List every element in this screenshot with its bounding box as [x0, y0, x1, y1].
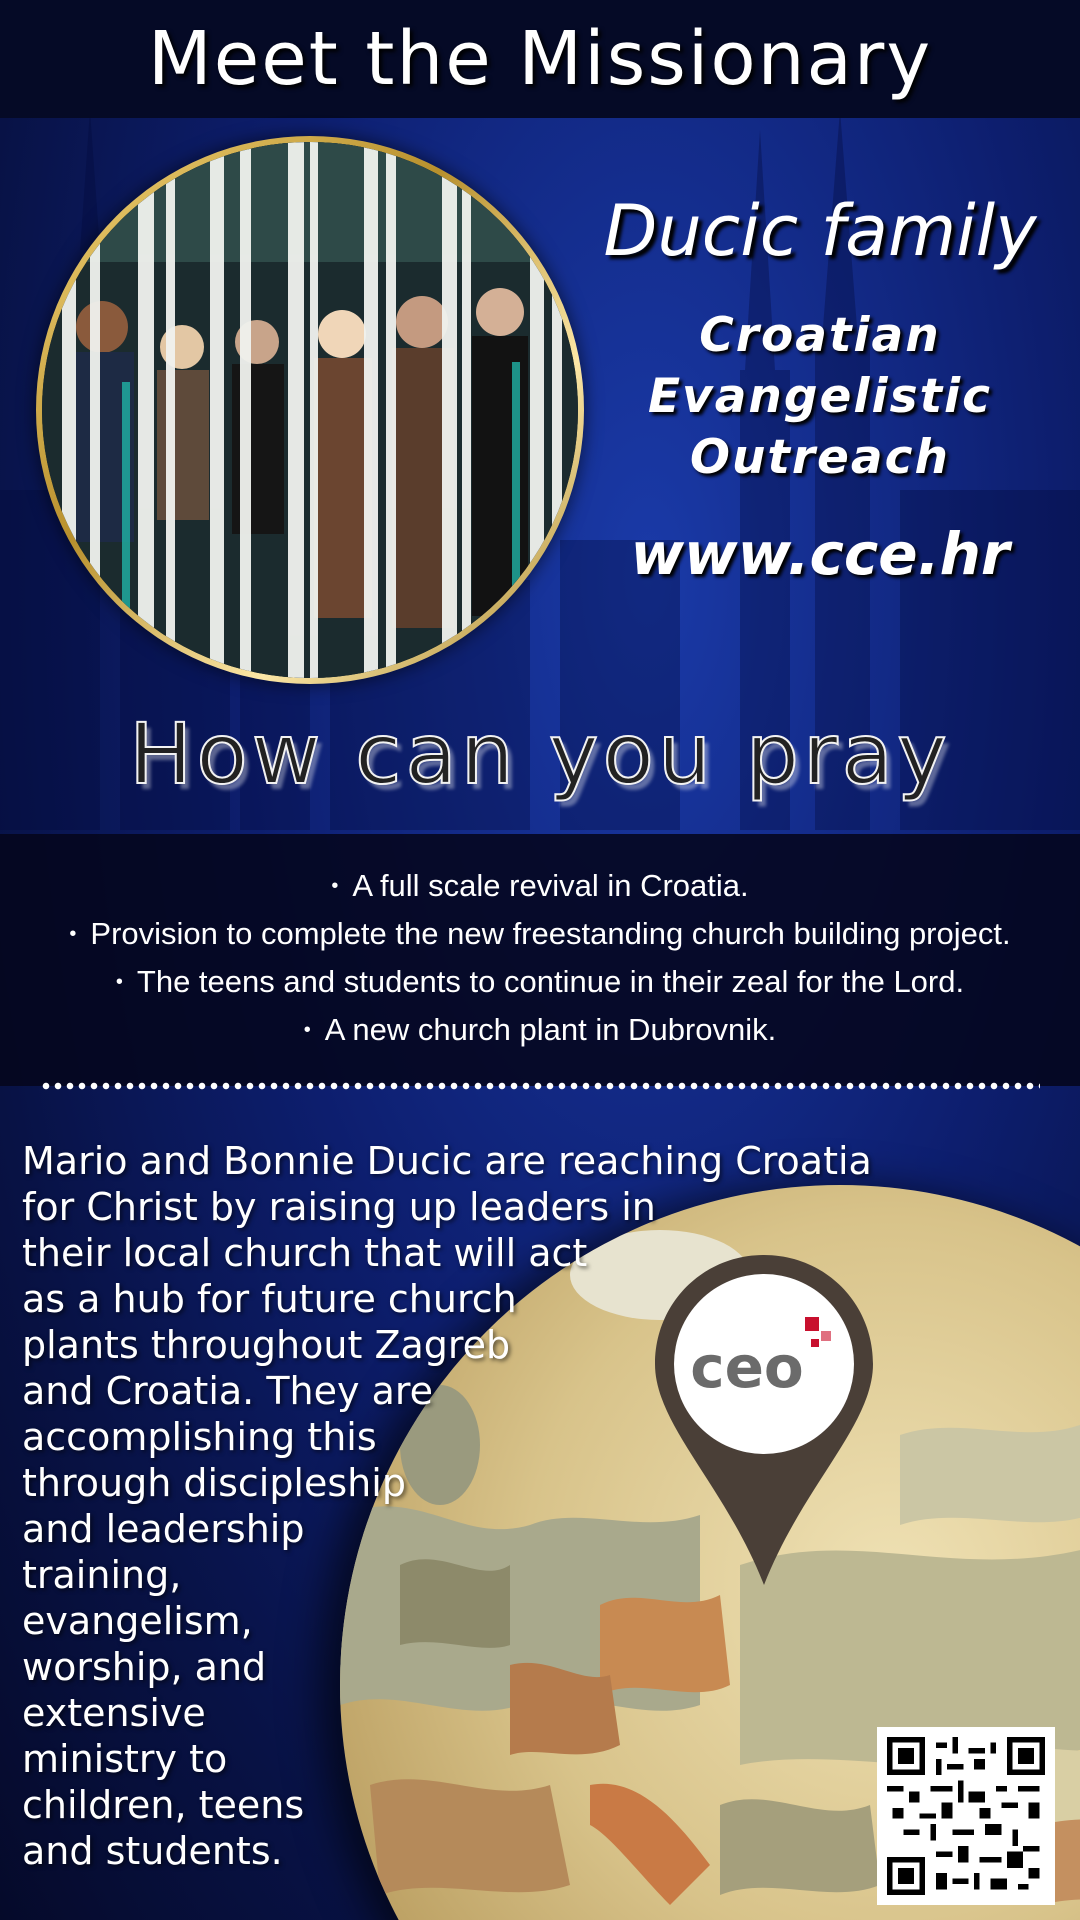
description-line: ministry to: [22, 1737, 228, 1781]
family-photo: [42, 142, 578, 678]
logo-square-icon: [811, 1339, 819, 1347]
description-line: evangelism,: [22, 1599, 253, 1643]
description-line: extensive: [22, 1691, 206, 1735]
family-photo-frame: [36, 136, 584, 684]
description-line: plants throughout Zagreb: [22, 1323, 511, 1367]
website-link[interactable]: www.cce.hr: [630, 520, 1010, 588]
family-photo-illustration: [42, 142, 578, 678]
family-name: Ducic family: [603, 190, 1037, 272]
page-title: Meet the Missionary: [147, 16, 933, 102]
prayer-list: [0, 834, 1080, 1054]
organization-line: Croatian: [699, 308, 941, 363]
description-line: and Croatia. They are: [22, 1369, 434, 1413]
prayer-item: • Provision to complete the new freestanding church building project.: [0, 910, 1080, 958]
prayer-item: • A full scale revival in Croatia.: [0, 862, 1080, 910]
description-line: and leadership: [22, 1507, 305, 1551]
description-line: as a hub for future church: [22, 1277, 517, 1321]
organization-line: Outreach: [690, 430, 950, 485]
description-line: through discipleship: [22, 1461, 406, 1505]
dotted-divider: [40, 1082, 1040, 1090]
qr-code-pattern: [887, 1737, 1045, 1895]
organization-name: [610, 305, 1030, 488]
description-line: worship, and: [22, 1645, 267, 1689]
qr-code-icon[interactable]: [877, 1727, 1055, 1905]
logo-square-icon: [821, 1331, 831, 1341]
header-bar: [0, 0, 1080, 118]
prayer-item: • A new church plant in Dubrovnik.: [0, 1006, 1080, 1054]
description-line: training,: [22, 1553, 182, 1597]
description-line: and students.: [22, 1829, 283, 1873]
prayer-heading: How can you pray: [129, 705, 951, 803]
prayer-list-band: [0, 834, 1080, 1086]
description-line: Mario and Bonnie Ducic are reaching Croatia: [22, 1139, 872, 1183]
logo-square-icon: [805, 1317, 819, 1331]
description-line: children, teens: [22, 1783, 305, 1827]
map-pin-icon: [655, 1255, 873, 1585]
description-line: their local church that will act: [22, 1231, 588, 1275]
organization-line: Evangelistic: [647, 369, 993, 424]
prayer-item: • The teens and students to continue in their zeal for the Lord.: [0, 958, 1080, 1006]
ceo-logo-text: ceo: [690, 1333, 804, 1401]
description-line: accomplishing this: [22, 1415, 377, 1459]
description-line: for Christ by raising up leaders in: [22, 1185, 656, 1229]
